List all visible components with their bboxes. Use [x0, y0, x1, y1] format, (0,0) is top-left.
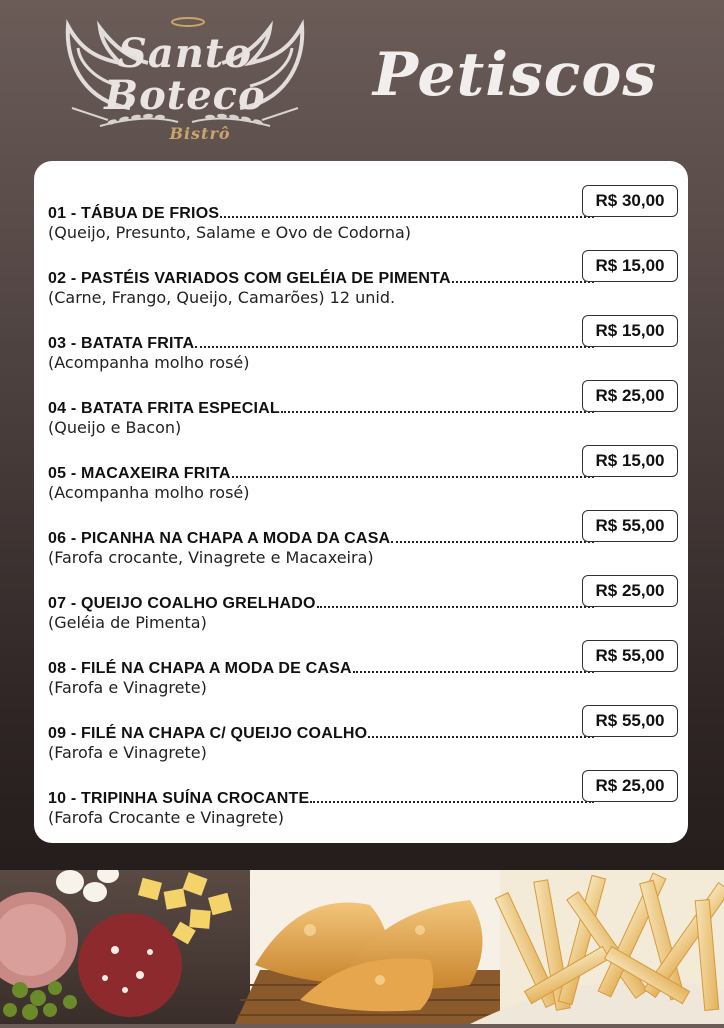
brand-subtitle: Bistrô — [169, 124, 231, 143]
brand-name-line1: Santo — [117, 30, 253, 77]
item-description: (Queijo, Presunto, Salame e Ovo de Codorna) — [48, 223, 412, 242]
fries-photo — [470, 870, 724, 1024]
item-description: (Acompanha molho rosé) — [48, 483, 250, 502]
leader-dots — [353, 670, 594, 673]
pastries-photo — [235, 870, 500, 1024]
item-description: (Acompanha molho rosé) — [48, 353, 250, 372]
menu-item — [48, 181, 678, 241]
item-name: 08 - FILÉ NA CHAPA A MODA DE CASA — [48, 660, 352, 677]
item-price: R$ 25,00 — [582, 380, 678, 412]
leader-dots — [281, 410, 594, 413]
item-description: (Queijo e Bacon) — [48, 418, 182, 437]
leader-dots — [391, 540, 594, 543]
menu-item — [48, 636, 678, 696]
leader-dots — [317, 605, 594, 608]
item-price: R$ 30,00 — [582, 185, 678, 217]
item-price: R$ 55,00 — [582, 705, 678, 737]
item-name: 06 - PICANHA NA CHAPA A MODA DA CASA — [48, 530, 391, 547]
page-title: Petiscos — [372, 40, 658, 110]
item-name: 09 - FILÉ NA CHAPA C/ QUEIJO COALHO — [48, 725, 368, 742]
item-price: R$ 15,00 — [582, 445, 678, 477]
item-description: (Farofa e Vinagrete) — [48, 678, 207, 697]
menu-item — [48, 506, 678, 566]
item-price: R$ 15,00 — [582, 315, 678, 347]
item-name: 02 - PASTÉIS VARIADOS COM GELÉIA DE PIMENTA — [48, 270, 451, 287]
item-price: R$ 25,00 — [582, 770, 678, 802]
menu-item — [48, 441, 678, 501]
item-name: 07 - QUEIJO COALHO GRELHADO — [48, 595, 316, 612]
menu-item — [48, 246, 678, 306]
menu-item — [48, 311, 678, 371]
brand-name-line2: Boteco — [104, 72, 266, 119]
header — [0, 0, 724, 160]
item-description: (Farofa Crocante e Vinagrete) — [48, 808, 284, 827]
item-name: 10 - TRIPINHA SUÍNA CROCANTE — [48, 790, 310, 807]
brand-logo — [60, 8, 310, 158]
menu-item — [48, 571, 678, 631]
item-name: 04 - BATATA FRITA ESPECIAL — [48, 400, 280, 417]
menu-item — [48, 766, 678, 826]
leader-dots — [368, 735, 594, 738]
item-price: R$ 15,00 — [582, 250, 678, 282]
item-description: (Carne, Frango, Queijo, Camarões) 12 unid. — [48, 288, 396, 307]
food-photo-strip — [0, 870, 724, 1024]
cold-cuts-photo — [0, 870, 250, 1024]
item-price: R$ 55,00 — [582, 640, 678, 672]
item-price: R$ 25,00 — [582, 575, 678, 607]
item-name: 01 - TÁBUA DE FRIOS — [48, 205, 220, 222]
leader-dots — [452, 280, 594, 283]
item-description: (Farofa e Vinagrete) — [48, 743, 207, 762]
menu-item — [48, 701, 678, 761]
leader-dots — [195, 345, 594, 348]
leader-dots — [310, 800, 594, 803]
item-name: 05 - MACAXEIRA FRITA — [48, 465, 231, 482]
leader-dots — [232, 475, 594, 478]
menu-item — [48, 376, 678, 436]
item-price: R$ 55,00 — [582, 510, 678, 542]
item-description: (Farofa crocante, Vinagrete e Macaxeira) — [48, 548, 374, 567]
food-photos-illustration — [0, 870, 724, 1024]
item-description: (Geléia de Pimenta) — [48, 613, 207, 632]
item-name: 03 - BATATA FRITA — [48, 335, 195, 352]
leader-dots — [220, 215, 594, 218]
menu-card — [34, 161, 688, 843]
